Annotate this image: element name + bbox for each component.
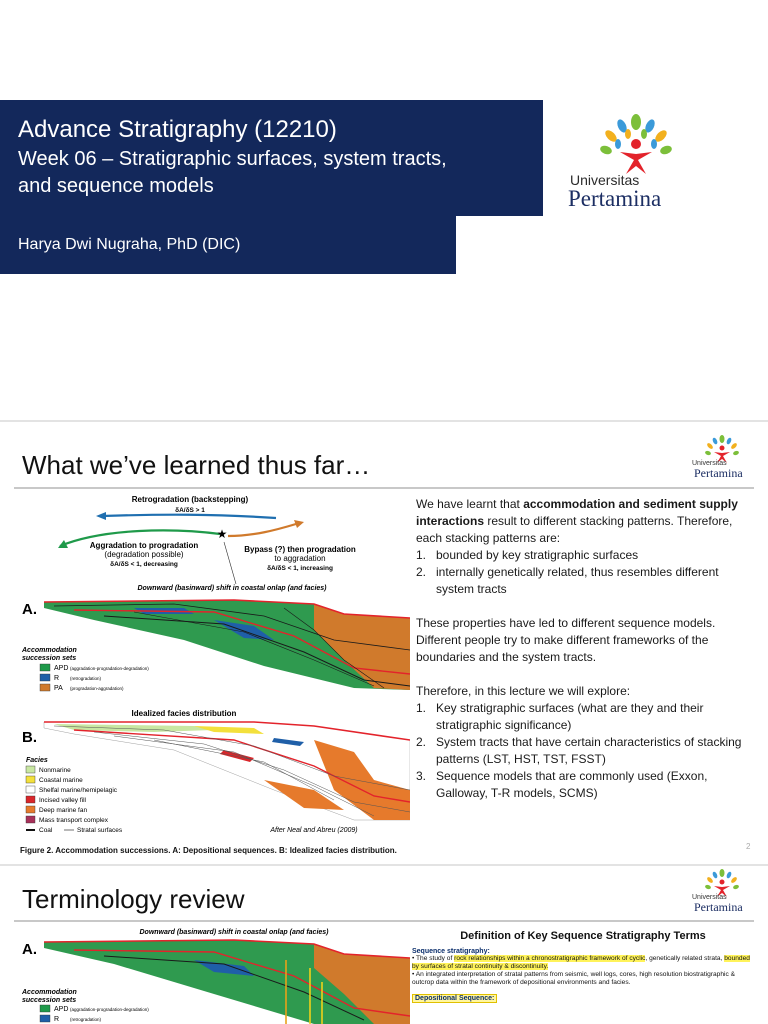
list-item: 1. bounded by key stratigraphic surfaces xyxy=(416,548,639,562)
list-item-text: System tracts that have certain characteristics of stacking patterns (LST, HST, TST, FSST) xyxy=(436,735,742,766)
legend-swatch-pa xyxy=(40,684,50,691)
facies-mass: Mass transport complex xyxy=(39,817,108,824)
legend-swatch-r xyxy=(40,674,50,681)
list-item-text: bounded by key stratigraphic surfaces xyxy=(436,548,639,562)
legend-swatch-apd xyxy=(40,1005,50,1012)
aggr-label-2: (degradation possible) xyxy=(104,550,184,559)
highlight-1: rock relationships within a chronostratigraphic framework of cyclic xyxy=(454,955,646,962)
facies-swatch-nonmarine xyxy=(26,766,35,773)
shift-label: Downward (basinward) shift in coastal onlap (and facies) xyxy=(137,585,327,592)
retro-label: Retrogradation (backstepping) xyxy=(131,495,249,504)
legend-code-r: R xyxy=(54,1016,60,1023)
seq-strat-bullet-1 xyxy=(412,955,754,971)
explore-list xyxy=(416,700,756,802)
bypass-ratio: δA/δS < 1, increasing xyxy=(267,565,333,572)
facies-heading: Idealized facies distribution xyxy=(131,709,237,718)
para1-pre: We have learnt that xyxy=(416,497,524,511)
facies-swatch-coastal xyxy=(26,776,35,783)
aggr-label-1: Aggradation to progradation xyxy=(89,541,199,550)
logo-text-pertamina: Pertamina xyxy=(694,466,743,480)
slide-divider xyxy=(0,420,768,422)
panel-a-label: A. xyxy=(22,941,37,958)
slide2-logo xyxy=(692,434,762,494)
logo-text-universitas: Universitas xyxy=(692,460,727,467)
legend-desc-apd: (aggradation-progradation-degradation) xyxy=(70,1007,149,1012)
panel-b-section xyxy=(44,722,410,820)
slide3-logo xyxy=(692,868,762,928)
accom-title-1: Accommodation xyxy=(22,647,77,654)
terminology-figure xyxy=(14,924,410,1024)
para-explore: Therefore, in this lecture we will explore: xyxy=(416,684,631,698)
slide2-body xyxy=(416,496,756,802)
logo-text-universitas: Universitas xyxy=(692,894,727,901)
legend-swatch-apd xyxy=(40,664,50,671)
legend-code-apd: APD xyxy=(54,665,69,672)
legend-code-r: R xyxy=(54,675,60,682)
bypass-label-1: Bypass (?) then progradation xyxy=(244,545,356,554)
stacking-list xyxy=(416,547,756,598)
facies-shelfal: Shelfal marine/hemipelagic xyxy=(39,787,118,794)
retrogradation-arrowhead xyxy=(96,512,106,520)
para-models: These properties have led to different sequence models. Different people try to make different frameworks of the boundaries and the system tracts. xyxy=(416,616,716,664)
accom-title-2: succession sets xyxy=(22,997,77,1004)
facies-swatch-mass xyxy=(26,816,35,823)
legend-desc-pa: (progradation-aggradation) xyxy=(70,686,124,691)
panel-b-label: B. xyxy=(22,729,37,746)
definitions-box xyxy=(412,930,754,1024)
slide3-title: Terminology review xyxy=(22,884,245,914)
facies-swatch-incised xyxy=(26,796,35,803)
list-item: 1. Key stratigraphic surfaces (what are they and their stratigraphic significance) xyxy=(416,701,704,732)
bypass-arrowhead xyxy=(294,520,304,528)
facies-swatch-shelfal xyxy=(26,786,35,793)
list-item-text: internally genetically related, thus resembles different system tracts xyxy=(436,565,719,596)
bypass-arrow xyxy=(228,524,296,536)
facies-incised: Incised valley fill xyxy=(39,797,86,804)
legend-swatch-r xyxy=(40,1015,50,1022)
highlight-2: bounded by surfaces of stratal continuity & discontinuity. xyxy=(412,955,750,970)
slide-divider xyxy=(0,864,768,866)
week-title-line2: and sequence models xyxy=(18,175,214,197)
legend-desc-r: (retrogradation) xyxy=(70,676,102,681)
seq-strat-bullet-2: • An integrated interpretation of stratal patterns from seismic, well logs, cores, high resolution biostratigraphic & outcrop data within the framework of depositional environments and facies. xyxy=(412,971,735,986)
slide2-title: What we’ve learned thus far… xyxy=(22,450,371,480)
logo-text-pertamina: Pertamina xyxy=(568,186,662,211)
bullet-pre: • The study of xyxy=(412,955,455,962)
accom-title-2: succession sets xyxy=(22,655,77,662)
aggr-ratio: δA/δS < 1, decreasing xyxy=(110,561,178,568)
retro-ratio: δA/δS > 1 xyxy=(175,507,205,514)
list-item-text: Sequence models that are commonly used (Exxon, Galloway, T-R models, SCMS) xyxy=(436,769,708,800)
logo-text-universitas: Universitas xyxy=(570,172,640,188)
slide-title xyxy=(0,0,768,420)
list-item: 2. System tracts that have certain characteristics of stacking patterns (LST, HST, TST, FSST) xyxy=(416,735,742,766)
facies-title: Facies xyxy=(26,757,48,764)
list-item: 2. internally genetically related, thus resembles different system tracts xyxy=(416,565,719,596)
list-item-text: Key stratigraphic surfaces (what are they and their stratigraphic significance) xyxy=(436,701,704,732)
para1-bold: accommodation and sediment supply interactions xyxy=(416,497,738,528)
author-name: Harya Dwi Nugraha, PhD (DIC) xyxy=(18,236,241,253)
legend-desc-apd: (aggradation-progradation-degradation) xyxy=(70,666,149,671)
figure-credit: After Neal and Abreu (2009) xyxy=(270,827,358,834)
shift-label: Downward (basinward) shift in coastal onlap (and facies) xyxy=(139,929,329,936)
facies-deep: Deep marine fan xyxy=(39,807,88,814)
para1-post: result to different stacking patterns. Therefore, each stacking patterns are: xyxy=(416,514,733,545)
course-title: Advance Stratigraphy (12210) xyxy=(18,116,337,143)
legend-code-apd: APD xyxy=(54,1006,69,1013)
title-rule xyxy=(14,920,754,922)
logo-text-pertamina: Pertamina xyxy=(694,900,743,914)
coal-label: Coal xyxy=(39,827,53,834)
facies-coastal: Coastal marine xyxy=(39,777,83,784)
bypass-label-2: to aggradation xyxy=(274,554,326,563)
week-title-line1: Week 06 – Stratigraphic surfaces, system tracts, xyxy=(18,148,447,170)
definitions-title: Definition of Key Sequence Stratigraphy Terms xyxy=(460,930,706,942)
legend-code-pa: PA xyxy=(54,685,63,692)
figure-caption: Figure 2. Accommodation successions. A: Depositional sequences. B: Idealized facies distribution. xyxy=(20,846,397,855)
retrogradation-arrow xyxy=(102,515,276,518)
title-rule xyxy=(14,487,754,489)
facies-legend xyxy=(26,766,123,834)
strat-label: Stratal surfaces xyxy=(77,827,123,834)
dep-seq-heading: Depositional Sequence: xyxy=(412,994,497,1003)
legend-desc-r: (retrogradation) xyxy=(70,1017,102,1022)
facies-swatch-deep xyxy=(26,806,35,813)
seq-strat-heading: Sequence stratigraphy: xyxy=(412,948,490,955)
bullet-mid: , genetically related strata, xyxy=(645,955,725,962)
star-icon: ★ xyxy=(216,527,228,541)
shift-pointer xyxy=(224,542,236,584)
panel-a-label: A. xyxy=(22,601,37,618)
accom-title-1: Accommodation xyxy=(22,989,77,996)
accommodation-succession-figure xyxy=(14,490,410,860)
list-item: 3. Sequence models that are commonly used (Exxon, Galloway, T-R models, SCMS) xyxy=(416,769,708,800)
facies-nonmarine: Nonmarine xyxy=(39,767,71,774)
page-number: 2 xyxy=(746,842,751,851)
para-stacking xyxy=(416,496,756,547)
